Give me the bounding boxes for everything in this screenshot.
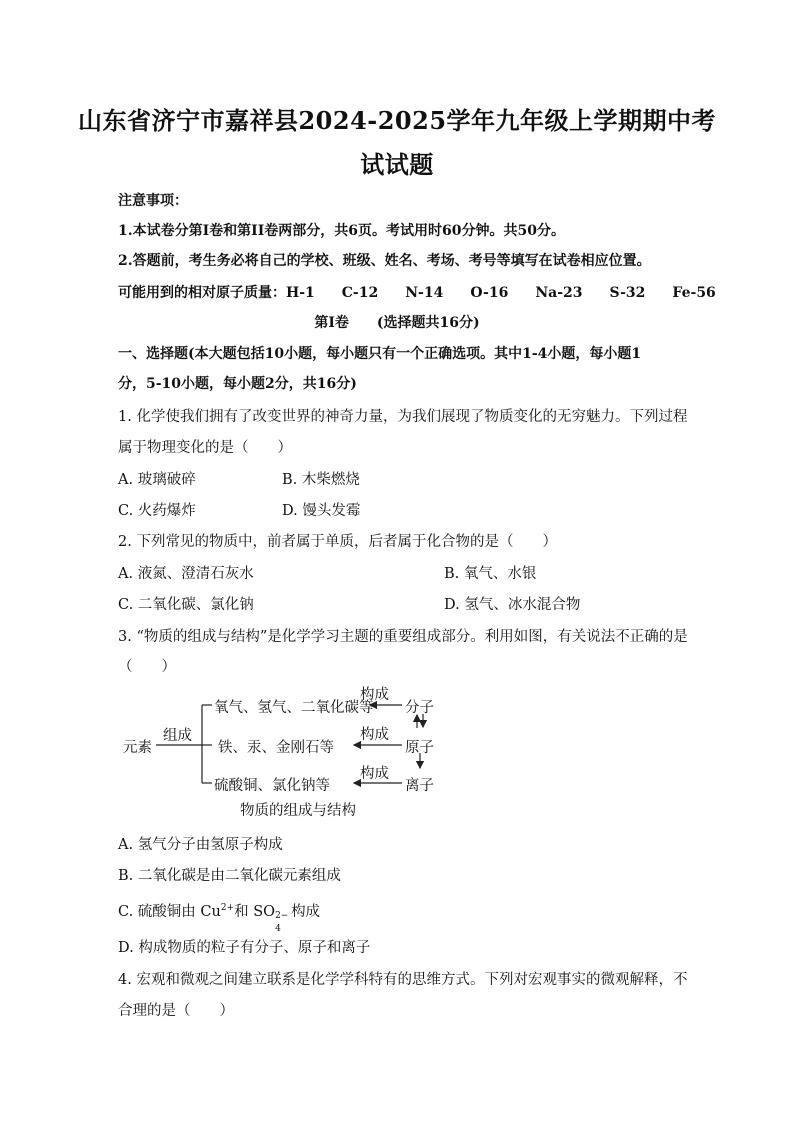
diagram-ion-label: 离子	[405, 778, 434, 794]
exam-title-line1: 山东省济宁市嘉祥县2024-2025学年九年级上学期期中考	[77, 106, 717, 135]
atomic-mass-h: H-1	[286, 285, 315, 301]
atomic-mass-na: Na-23	[535, 285, 583, 301]
q1-option-d: D. 馒头发霉	[282, 503, 361, 519]
q1-stem-line1: 1. 化学使我们拥有了改变世界的神奇力量，为我们展现了物质变化的无穷魅力。下列过程	[118, 409, 688, 425]
diagram-construct-label-1: 构成	[360, 687, 389, 703]
cu-ion-charge: 2+	[220, 903, 235, 914]
atomic-mass-s: S-32	[609, 285, 646, 301]
diagram-row-molecular-substances: 氧气、氢气、二氧化碳等	[214, 700, 374, 716]
notes-heading: 注意事项：	[118, 193, 188, 209]
atomic-mass-n: N-14	[405, 285, 444, 301]
atomic-mass-c: C-12	[341, 285, 379, 301]
diagram-row-atomic-substances: 铁、汞、金刚石等	[218, 740, 334, 756]
q3-option-c-and: 和 SO	[234, 904, 276, 920]
sulfate-ion-charge: 2−	[275, 911, 289, 921]
q1-option-b: B. 木柴燃烧	[282, 472, 360, 488]
q3-stem-line2: （ ）	[118, 659, 176, 675]
composition-structure-diagram	[120, 680, 450, 820]
diagram-construct-label-3: 构成	[360, 766, 389, 782]
atomic-masses-label: 可能用到的相对原子质量：	[118, 285, 286, 301]
q2-stem: 2. 下列常见的物质中，前者属于单质，后者属于化合物的是（ ）	[118, 534, 557, 550]
diagram-atom-label: 原子	[405, 740, 434, 756]
atomic-mass-fe: Fe-56	[672, 285, 716, 301]
diagram-element-label: 元素	[123, 740, 152, 756]
section-1-heading: 第I卷 (选择题共16分)	[314, 315, 480, 331]
section-1-instructions-line2: 分，5-10小题，每小题2分，共16分)	[118, 376, 357, 392]
section-1-instructions-line1: 一、选择题(本大题包括10小题，每小题只有一个正确选项。其中1-4小题，每小题1	[118, 346, 642, 362]
q1-option-a: A. 玻璃破碎	[118, 472, 196, 488]
atomic-masses-line	[118, 282, 716, 302]
notes-item-2: 2.答题前，考生务必将自己的学校、班级、姓名、考场、考号等填写在试卷相应位置。	[118, 253, 651, 269]
q1-option-c: C. 火药爆炸	[118, 503, 196, 519]
notes-item-1: 1.本试卷分第I卷和第II卷两部分，共6页。考试用时60分钟。共50分。	[118, 223, 565, 239]
diagram-caption: 物质的组成与结构	[240, 803, 356, 819]
q2-option-a: A. 液氮、澄清石灰水	[118, 566, 254, 582]
q3-option-b: B. 二氧化碳是由二氧化碳元素组成	[118, 868, 341, 884]
q2-option-b: B. 氧气、水银	[444, 566, 537, 582]
exam-title-line2: 试试题	[360, 150, 434, 179]
atomic-mass-o: O-16	[470, 285, 509, 301]
sulfate-ion-subscript: 4	[275, 924, 281, 934]
diagram-row-ionic-substances: 硫酸铜、氯化钠等	[214, 778, 330, 794]
diagram-construct-label-2: 构成	[360, 727, 389, 743]
diagram-molecule-label: 分子	[405, 700, 434, 716]
q1-stem-line2: 属于物理变化的是（ ）	[118, 440, 292, 456]
q3-option-c-prefix: C. 硫酸铜由 Cu	[118, 904, 221, 920]
q4-stem-line2: 合理的是（ ）	[118, 1003, 234, 1019]
q3-option-c-suffix: 构成	[291, 904, 321, 920]
q3-option-d: D. 构成物质的粒子有分子、原子和离子	[118, 940, 371, 956]
q2-option-c: C. 二氧化碳、氯化钠	[118, 597, 254, 613]
q3-option-c	[118, 900, 321, 934]
q3-option-a: A. 氢气分子由氢原子构成	[118, 837, 283, 853]
q3-stem-line1: 3. “物质的组成与结构”是化学学习主题的重要组成部分。利用如图，有关说法不正确的是	[118, 629, 688, 645]
q4-stem-line1: 4. 宏观和微观之间建立联系是化学学科特有的思维方式。下列对宏观事实的微观解释，不	[118, 972, 688, 988]
q2-option-d: D. 氢气、冰水混合物	[444, 597, 581, 613]
diagram-compose-label: 组成	[163, 728, 192, 744]
